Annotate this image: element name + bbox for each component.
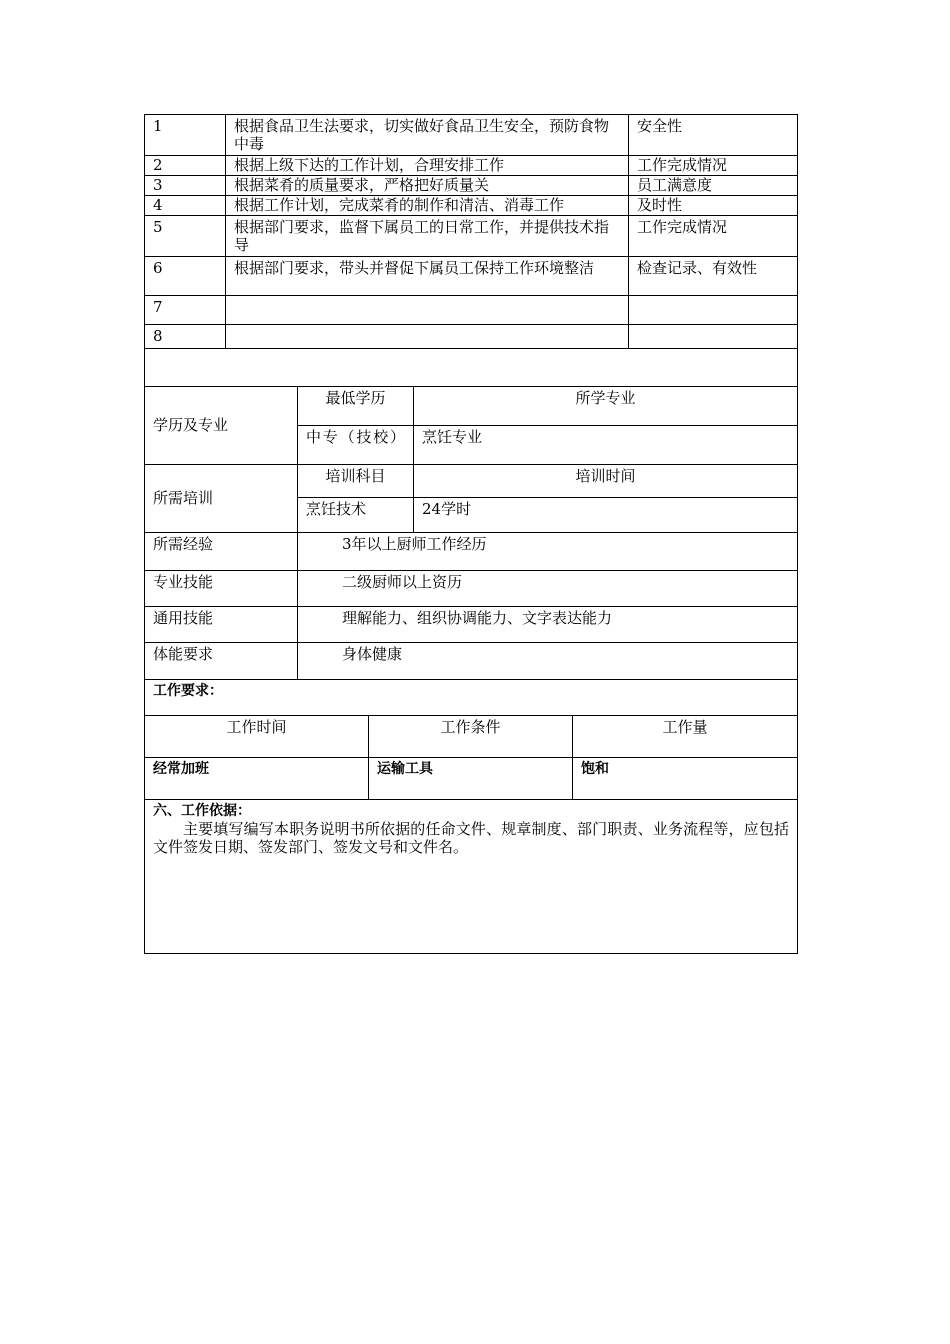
table-row	[145, 196, 798, 216]
duty-standard: 及时性	[629, 196, 798, 216]
table-row	[145, 387, 798, 425]
work-amount-value: 饱和	[573, 758, 798, 800]
table-row	[145, 716, 798, 758]
min-edu-value: 中专（技校）	[298, 425, 414, 464]
work-requirements-title: 工作要求：	[145, 680, 798, 716]
duty-content: 根据菜肴的质量要求，严格把好质量关	[226, 176, 629, 196]
physical-value: 身体健康	[298, 642, 798, 679]
duty-content: 根据部门要求，带头并督促下属员工保持工作环境整洁	[226, 257, 629, 296]
physical-label: 体能要求	[145, 642, 298, 679]
job-description-page	[144, 114, 797, 954]
duty-number: 1	[145, 115, 226, 156]
work-time-value: 经常加班	[145, 758, 369, 800]
basis-text: 主要填写编写本职务说明书所依据的任命文件、规章制度、部门职责、业务流程等，应包括文件签发日期、签发部门、签发文号和文件名。	[153, 820, 789, 856]
training-time-header: 培训时间	[414, 464, 798, 497]
table-row	[145, 642, 798, 679]
qualifications-table	[144, 387, 798, 680]
table-row	[145, 325, 798, 349]
duty-number: 2	[145, 156, 226, 176]
duty-content: 根据食品卫生法要求，切实做好食品卫生安全，预防食物中毒	[226, 115, 629, 156]
work-time-header: 工作时间	[145, 716, 369, 758]
table-row	[145, 758, 798, 800]
education-label: 学历及专业	[145, 387, 298, 464]
table-row	[145, 296, 798, 325]
table-row	[145, 570, 798, 606]
duty-number: 8	[145, 325, 226, 349]
major-header: 所学专业	[414, 387, 798, 425]
experience-value: 3年以上厨师工作经历	[298, 532, 798, 570]
min-edu-header: 最低学历	[298, 387, 414, 425]
training-label: 所需培训	[145, 464, 298, 532]
skill-value: 二级厨师以上资历	[298, 570, 798, 606]
table-row	[145, 156, 798, 176]
blank-cell	[145, 349, 798, 387]
experience-label: 所需经验	[145, 532, 298, 570]
duty-standard: 员工满意度	[629, 176, 798, 196]
major-value: 烹饪专业	[414, 425, 798, 464]
duties-table	[144, 114, 798, 387]
basis-title: 六、工作依据：	[153, 803, 251, 819]
duty-standard: 工作完成情况	[629, 156, 798, 176]
duty-content	[226, 296, 629, 325]
work-condition-value: 运输工具	[369, 758, 573, 800]
table-row	[145, 176, 798, 196]
training-subject-value: 烹饪技术	[298, 497, 414, 532]
table-row	[145, 115, 798, 156]
duty-number: 6	[145, 257, 226, 296]
duty-content	[226, 325, 629, 349]
duty-standard: 安全性	[629, 115, 798, 156]
table-row	[145, 464, 798, 497]
training-time-value: 24学时	[414, 497, 798, 532]
table-row	[145, 680, 798, 716]
work-condition-header: 工作条件	[369, 716, 573, 758]
duty-standard	[629, 325, 798, 349]
duty-content: 根据工作计划，完成菜肴的制作和清洁、消毒工作	[226, 196, 629, 216]
work-amount-header: 工作量	[573, 716, 798, 758]
general-skill-label: 通用技能	[145, 606, 298, 642]
table-row	[145, 800, 798, 954]
duty-content: 根据部门要求，监督下属员工的日常工作，并提供技术指导	[226, 216, 629, 257]
duty-number: 3	[145, 176, 226, 196]
table-row	[145, 532, 798, 570]
table-row	[145, 606, 798, 642]
duty-standard	[629, 296, 798, 325]
duty-standard: 工作完成情况	[629, 216, 798, 257]
general-skill-value: 理解能力、组织协调能力、文字表达能力	[298, 606, 798, 642]
duty-number: 7	[145, 296, 226, 325]
table-row	[145, 257, 798, 296]
duty-standard: 检查记录、有效性	[629, 257, 798, 296]
duty-number: 5	[145, 216, 226, 257]
training-subject-header: 培训科目	[298, 464, 414, 497]
skill-label: 专业技能	[145, 570, 298, 606]
blank-row	[145, 349, 798, 387]
table-row	[145, 216, 798, 257]
duty-content: 根据上级下达的工作计划，合理安排工作	[226, 156, 629, 176]
work-requirements-table	[144, 680, 798, 955]
basis-cell	[145, 800, 798, 954]
duty-number: 4	[145, 196, 226, 216]
